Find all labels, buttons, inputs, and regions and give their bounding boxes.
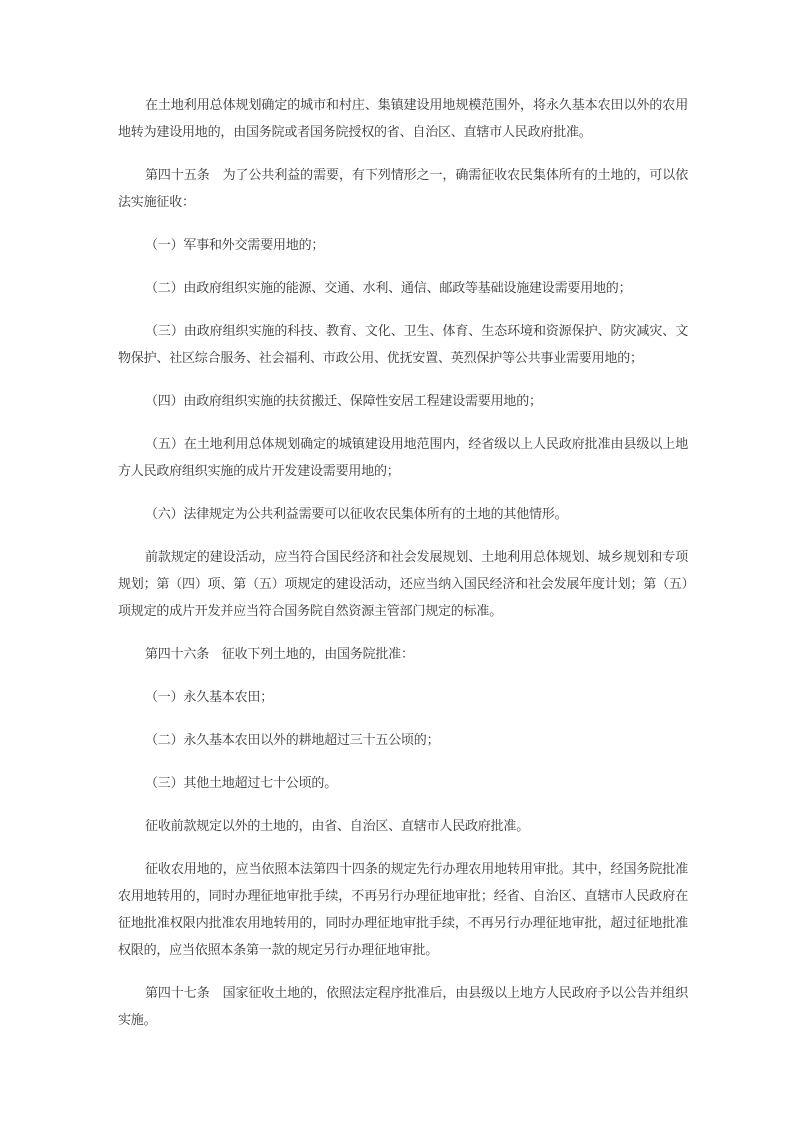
paragraph-article-46-item-3: （三）其他土地超过七十公顷的。: [145, 776, 338, 791]
paragraph-article-45-item-4: （四）由政府组织实施的扶贫搬迁、保障性安居工程建设需要用地的；: [145, 394, 542, 409]
paragraph-article-45-item-3: （三）由政府组织实施的科技、教育、文化、卫生、体育、生态环境和资源保护、防灾减灾、文物保护、社区综合服务、社会福利、市政公用、优抚安置、英烈保护等公共事业需要用地的；: [118, 324, 688, 366]
paragraph-article-45-item-1: （一）军事和外交需要用地的；: [145, 238, 325, 253]
paragraph-article-45-item-2: （二）由政府组织实施的能源、交通、水利、通信、邮政等基础设施建设需要用地的；: [145, 281, 632, 296]
paragraph-farmland-conversion: 在土地利用总体规划确定的城市和村庄、集镇建设用地规模范围外，将永久基本农田以外的农用地转为建设用地的，由国务院或者国务院授权的省、自治区、直辖市人民政府批准。: [118, 98, 688, 140]
document-body: [118, 92, 688, 1050]
paragraph-article-46-provincial: 征收前款规定以外的土地的，由省、自治区、直辖市人民政府批准。: [145, 819, 530, 834]
paragraph-article-45-item-5: （五）在土地利用总体规划确定的城镇建设用地范围内，经省级以上人民政府批准由县级以上地方人民政府组织实施的成片开发建设需要用地的；: [118, 437, 688, 479]
paragraph-article-45-note: 前款规定的建设活动，应当符合国民经济和社会发展规划、土地利用总体规划、城乡规划和专项规划；第（四）项、第（五）项规定的建设活动，还应当纳入国民经济和社会发展年度计划；第（五）项规定的成片开发并应当符合国务院自然资源主管部门规定的标准。: [118, 550, 688, 619]
paragraph-article-45-item-6: （六）法律规定为公共利益需要可以征收农民集体所有的土地的其他情形。: [145, 507, 568, 522]
paragraph-article-46-item-1: （一）永久基本农田；: [145, 690, 274, 705]
paragraph-article-46: 第四十六条 征收下列土地的，由国务院批准：: [145, 647, 414, 662]
paragraph-article-46-approval: 征收农用地的，应当依照本法第四十四条的规定先行办理农用地转用审批。其中，经国务院批准农用地转用的，同时办理征地审批手续，不再另行办理征地审批；经省、自治区、直辖市人民政府在征地批准权限内批准农用地转用的，同时办理征地审批手续，不再另行办理征地审批，超过征地批准权限的，应当依照本条第一款的规定另行办理征地审批。: [118, 862, 688, 958]
paragraph-article-45: 第四十五条 为了公共利益的需要，有下列情形之一，确需征收农民集体所有的土地的，可以依法实施征收：: [118, 168, 688, 210]
paragraph-article-46-item-2: （二）永久基本农田以外的耕地超过三十五公顷的；: [145, 733, 440, 748]
paragraph-article-47: 第四十七条 国家征收土地的，依照法定程序批准后，由县级以上地方人民政府予以公告并组织实施。: [118, 986, 688, 1028]
